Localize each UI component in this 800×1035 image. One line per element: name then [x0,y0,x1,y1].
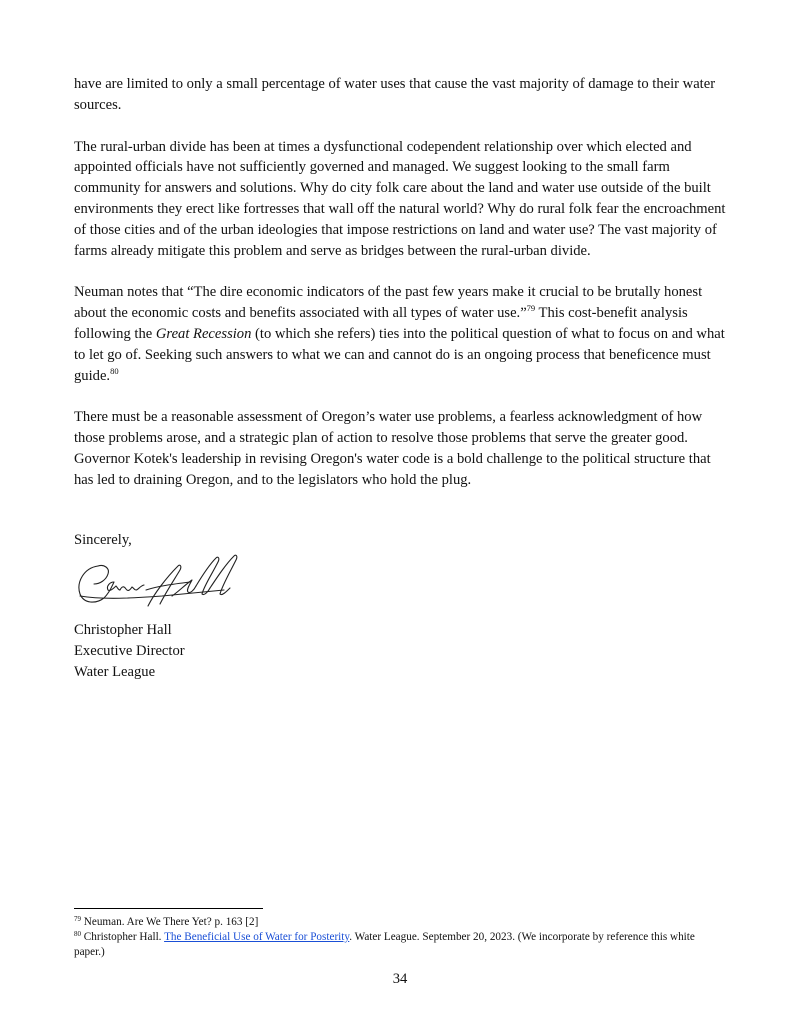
signer-title: Executive Director [74,642,185,659]
great-recession-italic: Great Recession [155,325,252,342]
footnote-80 [74,930,714,960]
footnote-text: Neuman. Are We There Yet? p. 163 [2] [81,916,259,928]
paragraph-3 [74,282,730,386]
footnotes [74,915,714,959]
paragraph-3-part1: Neuman notes that “The dire economic indicators of the past few years make it crucial to be brutally honest about the economic costs and benefits associated with all types of water use.” [74,284,703,322]
paragraph-3-part2: This cost-benefit analysis following the [74,305,688,342]
footnote-divider [74,908,263,909]
paragraph-2: The rural-urban divide has been at times a dysfunctional codependent relationship over which elected and appointed officials have not sufficiently governed and managed. We suggest looking to the small farm community for answers and solutions. Why do city folk care about the land and water use outside of the built environments they erect like fortresses that wall off the natural world? Why do rural folk fear the encroachment of those cities and of the urban ideologies that impose restrictions on land and water use? The vast majority of farms already mitigate this problem and serve as bridges between the rural-urban divide. [74,138,726,259]
footnote-ref-79[interactable]: 79 [526,303,536,314]
letter-body [74,74,730,491]
page-number: 34 [392,971,408,987]
signer-name: Christopher Hall [74,622,172,638]
white-paper-link[interactable]: The Beneficial Use of Water for Posterity [164,930,350,943]
footnote-text-pre: Christopher Hall. [81,930,165,943]
footnote-79 [74,915,714,930]
signer-organization: Water League [74,663,156,680]
paragraph-3-part3: (to which she refers) ties into the political question of what to focus on and what to let go of. Seeking such answers to what we can and cannot do is an ongoing process that beneficence must guide. [74,325,725,384]
signature-block [74,620,185,682]
footnote-ref-80[interactable]: 80 [110,365,119,376]
footnote-text-post: . Water League. September 20, 2023. (We incorporate by reference this white paper.) [74,930,695,958]
salutation: Sincerely, [74,532,132,548]
signature-image [74,552,246,614]
paragraph-1: have are limited to only a small percentage of water uses that cause the vast majority of damage to their water sources. [74,76,716,113]
footnote-number: 80 [74,929,81,938]
paragraph-4: There must be a reasonable assessment of Oregon’s water use problems, a fearless acknowledgment of how those problems arose, and a strategic plan of action to resolve those problems that serve the greater good. Governor Kotek's leadership in revising Oregon's water code is a bold challenge to the political structure that has led to draining Oregon, and to the legislators who hold the plug. [74,409,711,488]
footnote-number: 79 [74,915,81,923]
